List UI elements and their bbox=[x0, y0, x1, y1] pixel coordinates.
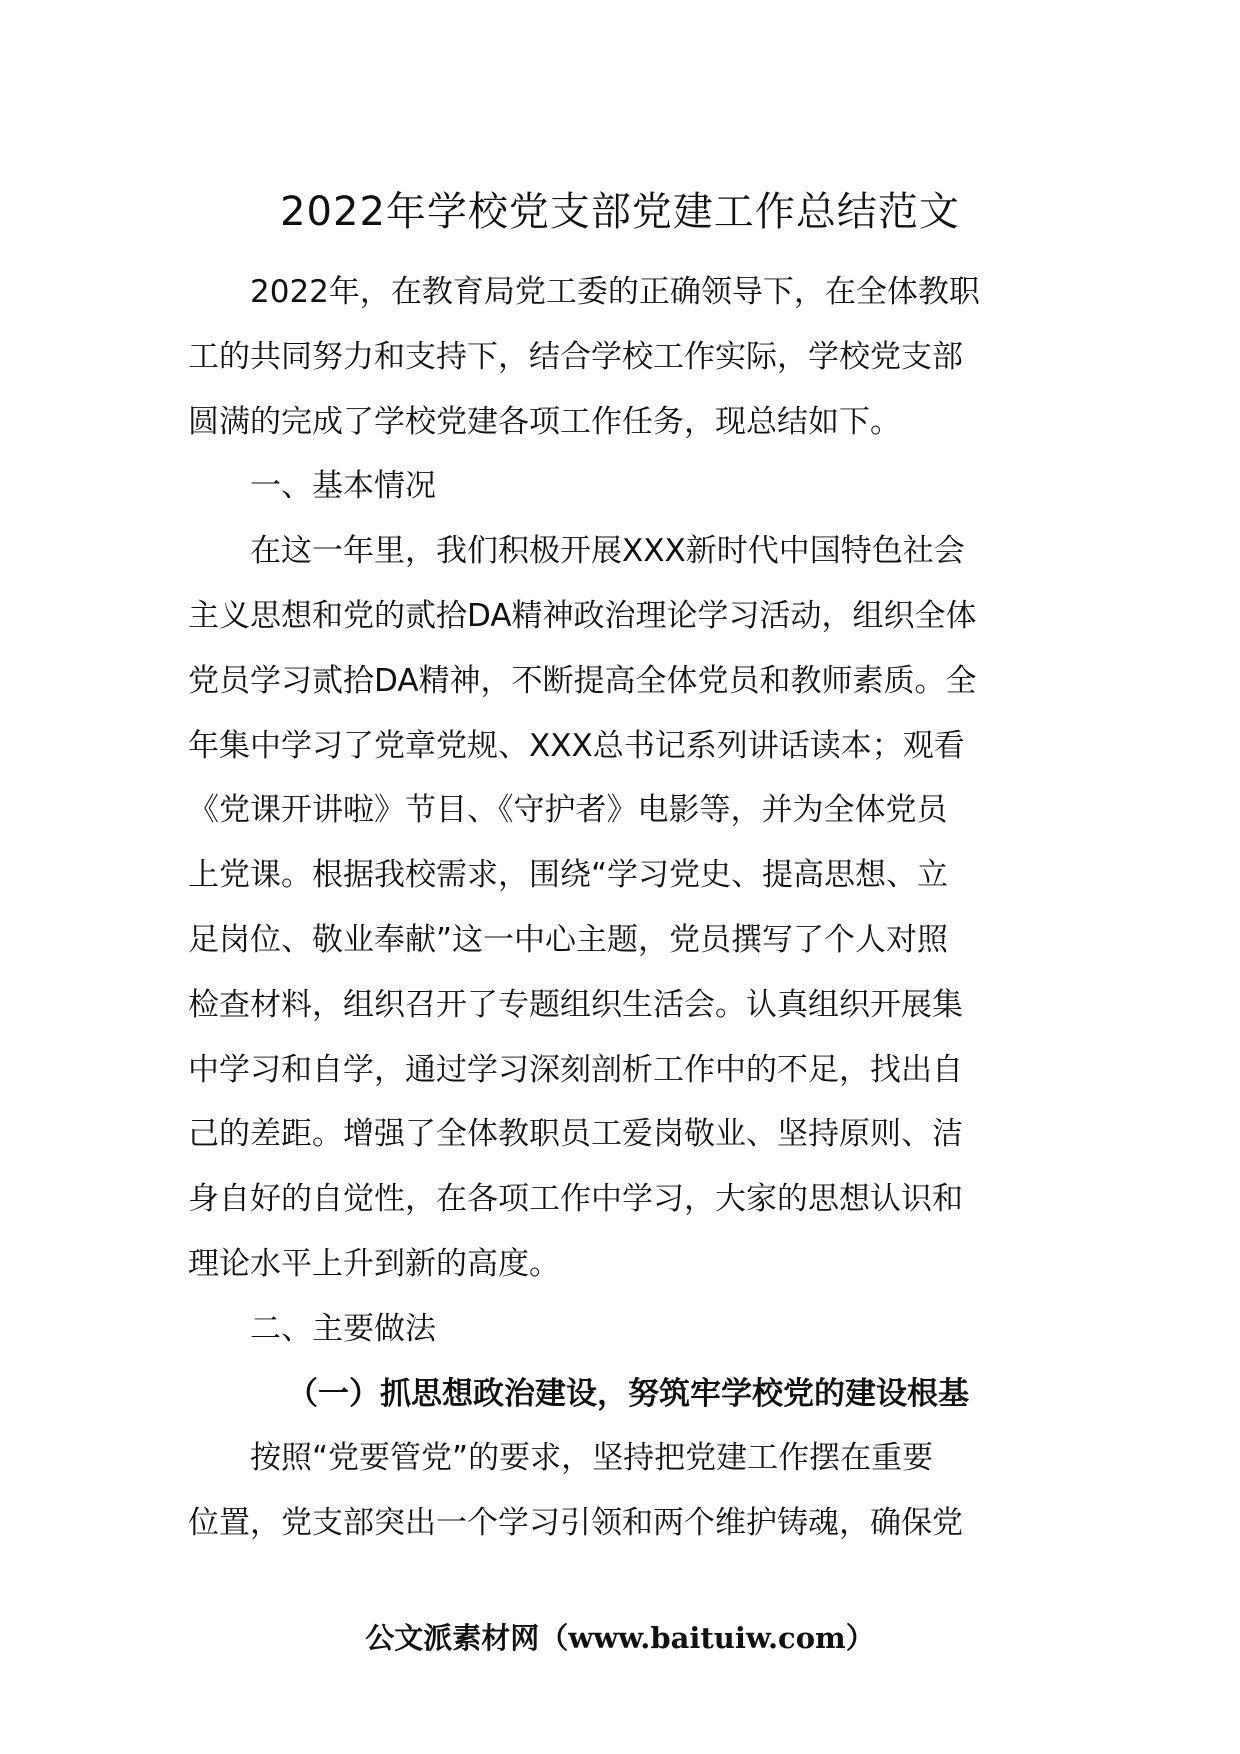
footer-watermark-text: 公文派素材网（www.baituiw.com） bbox=[365, 1621, 875, 1655]
intro-line: 工的共同努力和支持下，结合学校工作实际，学校党支部 bbox=[188, 338, 963, 375]
intro-line: 圆满的完成了学校党建各项工作任务，现总结如下。 bbox=[188, 403, 901, 440]
section-heading-main-practices: 二、主要做法 bbox=[250, 1310, 436, 1347]
document-body bbox=[188, 260, 1068, 1556]
paragraph-line: 理论水平上升到新的高度。 bbox=[188, 1245, 560, 1282]
paragraph-line: 《党课开讲啦》节目、《守护者》电影等，并为全体党员 bbox=[188, 792, 948, 829]
paragraph-line: 中学习和自学，通过学习深刻剖析工作中的不足，找出自 bbox=[188, 1051, 963, 1088]
paragraph-line: 足岗位、敬业奉献”这一中心主题，党员撰写了个人对照 bbox=[188, 921, 949, 958]
intro-paragraph bbox=[188, 260, 1068, 454]
paragraph-line: 位置，党支部突出一个学习引领和两个维护铸魂，确保党 bbox=[188, 1505, 963, 1542]
document-title: 2022年学校党支部党建工作总结范文 bbox=[280, 189, 960, 235]
subsection-heading: （一）抓思想政治建设，努筑牢学校党的建设根基 bbox=[287, 1375, 969, 1412]
paragraph-line: 己的差距。增强了全体教职员工爱岗敬业、坚持原则、洁 bbox=[188, 1116, 963, 1153]
paragraph-line: 党员学习贰拾DA精神，不断提高全体党员和教师素质。全 bbox=[188, 662, 977, 699]
paragraph-line: 按照“党要管党”的要求，坚持把党建工作摆在重要 bbox=[250, 1440, 934, 1477]
paragraph-line: 身自好的自觉性，在各项工作中学习，大家的思想认识和 bbox=[188, 1181, 963, 1218]
intro-line: 2022年，在教育局党工委的正确领导下，在全体教职 bbox=[250, 274, 980, 310]
paragraph-line: 主义思想和党的贰拾DA精神政治理论学习活动，组织全体 bbox=[188, 597, 977, 634]
basic-situation-paragraph bbox=[188, 519, 1068, 1297]
paragraph-line: 上党课。根据我校需求，围绕“学习党史、提高思想、立 bbox=[188, 857, 949, 894]
paragraph-line: 在这一年里，我们积极开展XXX新时代中国特色社会 bbox=[250, 533, 965, 570]
section-heading-basic-situation: 一、基本情况 bbox=[250, 468, 436, 505]
paragraph-line: 年集中学习了党章党规、XXX总书记系列讲话读本；观看 bbox=[188, 727, 965, 764]
main-practices-paragraph bbox=[188, 1426, 1068, 1556]
paragraph-line: 检查材料，组织召开了专题组织生活会。认真组织开展集 bbox=[188, 986, 963, 1023]
